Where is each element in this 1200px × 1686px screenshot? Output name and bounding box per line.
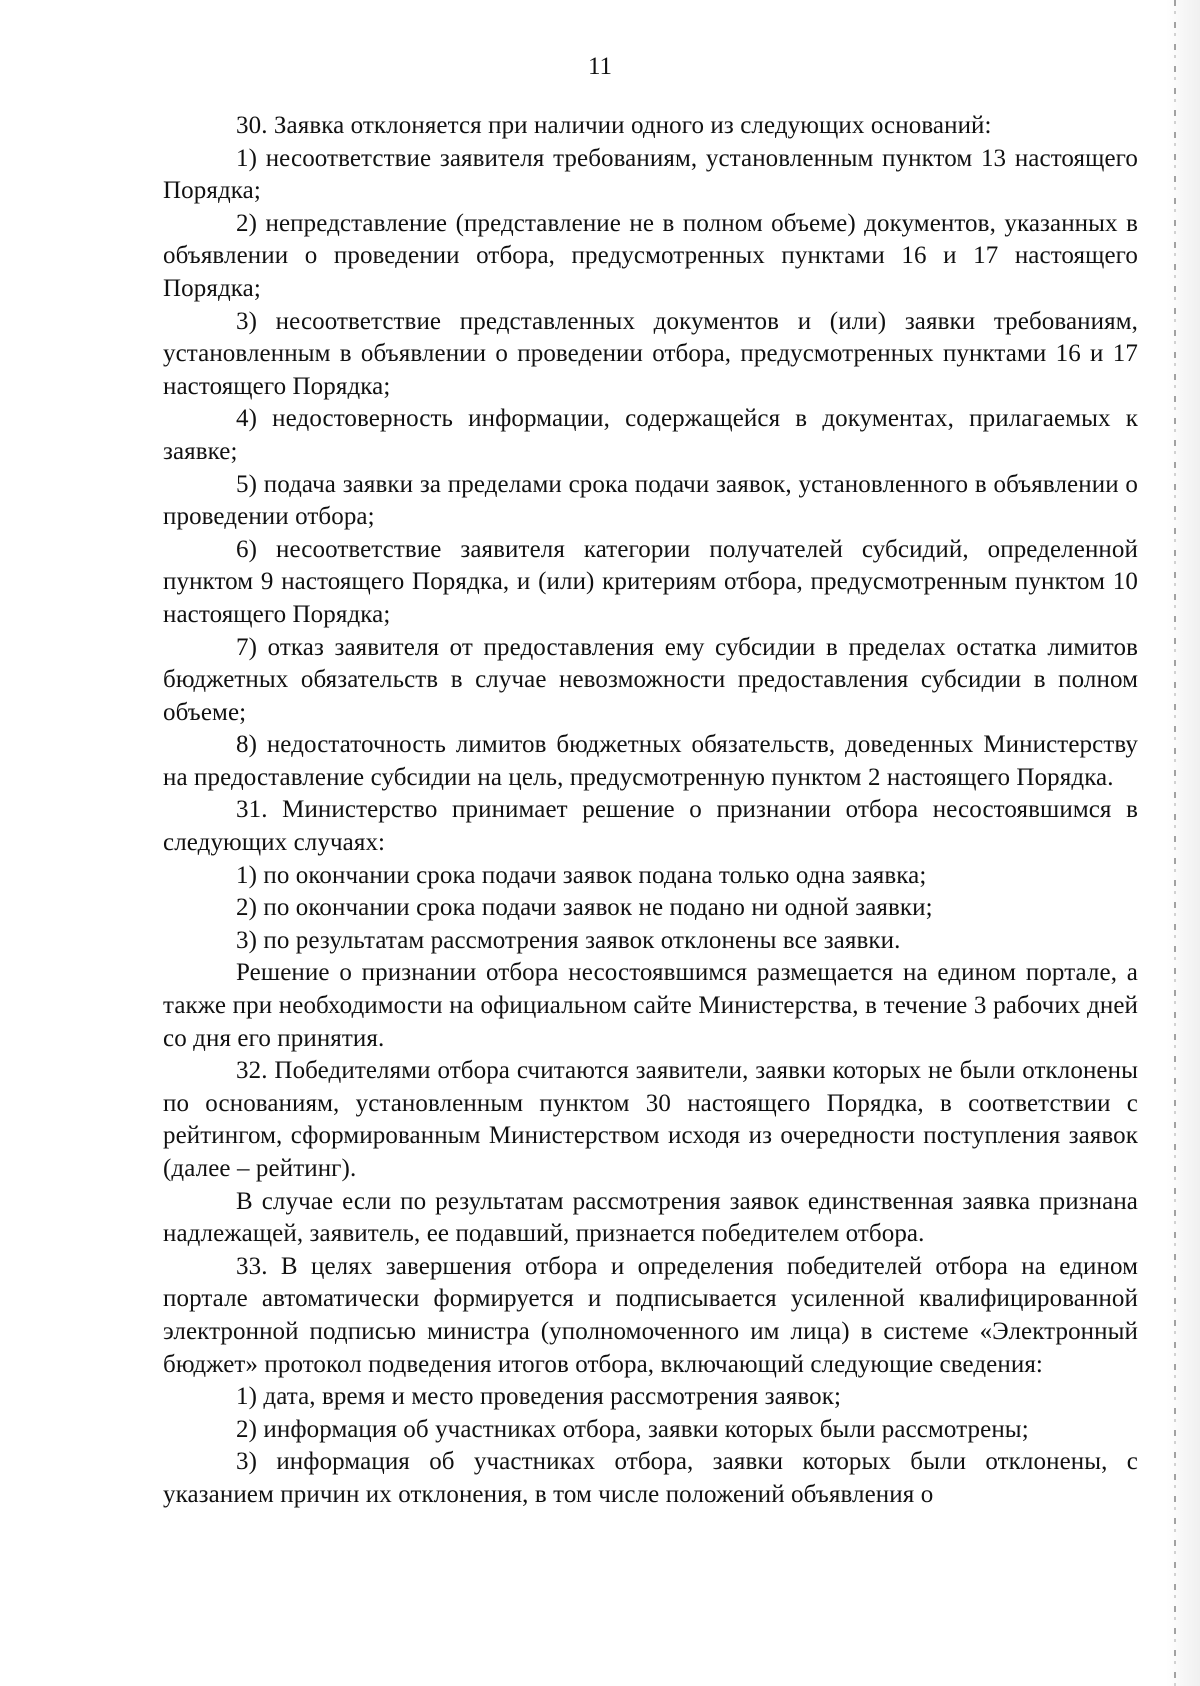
paragraph-31: 31. Министерство принимает решение о признании отбора несостоявшимся в следующих случаях: [163, 796, 1138, 857]
paragraph-30-item-1: 1) несоответствие заявителя требованиям, установленным пунктом 13 настоящего Порядка; [163, 144, 1138, 205]
page-number: 11 [587, 53, 613, 80]
paragraph-30-item-7: 7) отказ заявителя от предоставления ему субсидии в пределах остатка лимитов бюджетных обязательств в случае невозможности предоставления субсидии в полном объеме; [163, 633, 1138, 726]
paragraph-31-item-3: 3) по результатам рассмотрения заявок отклонены все заявки. [236, 926, 901, 954]
scan-edge-shadow [1166, 0, 1200, 1686]
paragraph-30-item-2: 2) непредставление (представление не в полном объеме) документов, указанных в объявлении о проведении отбора, предусмотренных пунктами 16 и 17 настоящего Порядка; [163, 209, 1138, 302]
paragraph-30-item-8: 8) недостаточность лимитов бюджетных обязательств, доведенных Министерству на предоставление субсидии на цель, предусмотренную пунктом 2 настоящего Порядка. [163, 731, 1138, 791]
paragraph-33-item-2: 2) информация об участниках отбора, заявки которых были рассмотрены; [236, 1415, 1029, 1443]
paragraph-33-item-1: 1) дата, время и место проведения рассмотрения заявок; [236, 1383, 841, 1411]
paragraph-32-single-application: В случае если по результатам рассмотрения заявок единственная заявка признана надлежащей, заявитель, ее подавший, признается победителем отбора. [163, 1187, 1138, 1248]
paragraph-31-item-2: 2) по окончании срока подачи заявок не подано ни одной заявки; [236, 894, 933, 922]
paragraph-30: 30. Заявка отклоняется при наличии одного из следующих оснований: [236, 112, 992, 139]
paragraph-30-item-5: 5) подача заявки за пределами срока подачи заявок, установленного в объявлении о проведении отбора; [163, 470, 1138, 531]
document-body [163, 110, 1138, 1512]
paragraph-32: 32. Победителями отбора считаются заявители, заявки которых не были отклонены по основаниям, установленным пунктом 30 настоящего Порядка, в соответствии с рейтингом, сформированным Министерством исходя из очередности поступления заявок (далее – рейтинг). [163, 1057, 1138, 1182]
paragraph-33-item-3: 3) информация об участниках отбора, заявки которых были отклонены, с указанием причин их отклонения, в том числе положений объявления о [163, 1448, 1138, 1508]
paragraph-30-item-3: 3) несоответствие представленных документов и (или) заявки требованиям, установленным в объявлении о проведении отбора, предусмотренных пунктами 16 и 17 настоящего Порядка; [163, 307, 1138, 400]
paragraph-33: 33. В целях завершения отбора и определения победителей отбора на едином портале автоматически формируется и подписывается усиленной квалифицированной электронной подписью министра (уполномоченного им лица) в системе «Электронный бюджет» протокол подведения итогов отбора, включающий следующие сведения: [163, 1252, 1138, 1378]
scan-edge-line [1174, 0, 1176, 1686]
paragraph-30-item-4: 4) недостоверность информации, содержащейся в документах, прилагаемых к заявке; [163, 405, 1138, 465]
paragraph-30-item-6: 6) несоответствие заявителя категории получателей субсидий, определенной пунктом 9 настоящего Порядка, и (или) критериям отбора, предусмотренным пунктом 10 настоящего Порядка; [163, 535, 1138, 628]
paragraph-31-item-1: 1) по окончании срока подачи заявок подана только одна заявка; [236, 861, 927, 889]
paragraph-31-decision: Решение о признании отбора несостоявшимся размещается на едином портале, а также при необходимости на официальном сайте Министерства, в течение 3 рабочих дней со дня его принятия. [163, 959, 1138, 1052]
